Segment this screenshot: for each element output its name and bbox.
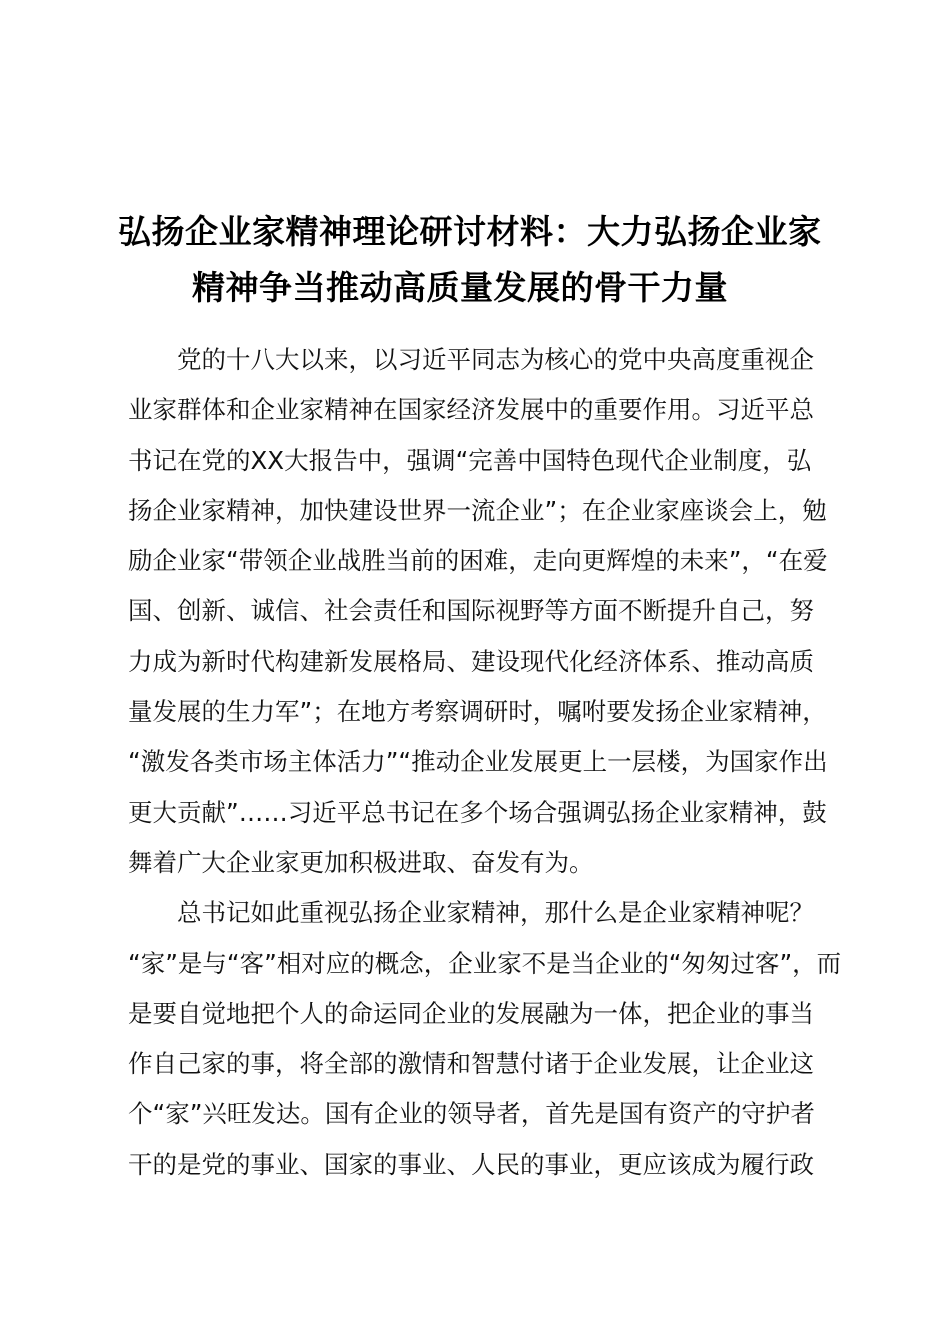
text-line: “家”是与“客”相对应的概念，企业家不是当企业的“匆匆过客”，而 xyxy=(128,948,842,978)
document-title xyxy=(118,204,878,316)
text-line: 国、创新、诚信、社会责任和国际视野等方面不断提升自己，努 xyxy=(128,596,814,626)
text-line: 扬企业家精神，加快建设世界一流企业”；在企业家座谈会上，勉 xyxy=(128,495,827,525)
text-line: 舞着广大企业家更加积极进取、奋发有为。 xyxy=(128,847,594,877)
text-line: 干的是党的事业、国家的事业、人民的事业，更应该成为履行政 xyxy=(128,1149,814,1179)
title-line: 精神争当推动高质量发展的骨干力量 xyxy=(192,268,728,307)
title-line: 弘扬企业家精神理论研讨材料：大力弘扬企业家 xyxy=(118,212,822,251)
text-line: 是要自觉地把个人的命运同企业的发展融为一体，把企业的事当 xyxy=(128,998,814,1028)
text-line: “激发各类市场主体活力”“推动企业发展更上一层楼，为国家作出 xyxy=(128,747,828,777)
text-line: 党的十八大以来，以习近平同志为核心的党中央高度重视企 xyxy=(177,345,814,374)
text-line: 作自己家的事，将全部的激情和智慧付诸于企业发展，让企业这 xyxy=(128,1049,814,1079)
text-line: 力成为新时代构建新发展格局、建设现代化经济体系、推动高质 xyxy=(128,646,814,676)
text-line: 量发展的生力军”；在地方考察调研时，嘱咐要发扬企业家精神， xyxy=(128,697,827,727)
paragraph-2 xyxy=(128,888,848,1190)
text-line: 总书记如此重视弘扬企业家精神，那什么是企业家精神呢？ xyxy=(177,898,814,928)
text-line: 励企业家“带领企业战胜当前的困难，走向更辉煌的未来”，“在爱 xyxy=(128,546,828,576)
paragraph-1 xyxy=(128,335,848,888)
document-body xyxy=(128,335,848,1190)
text-line: 书记在党的XX大报告中，强调“完善中国特色现代企业制度，弘 xyxy=(128,445,812,475)
text-line: 个“家”兴旺发达。国有企业的领导者，首先是国有资产的守护者 xyxy=(128,1099,815,1129)
text-line: 更大贡献”……习近平总书记在多个场合强调弘扬企业家精神，鼓 xyxy=(128,797,827,827)
text-line: 业家群体和企业家精神在国家经济发展中的重要作用。习近平总 xyxy=(128,395,814,425)
